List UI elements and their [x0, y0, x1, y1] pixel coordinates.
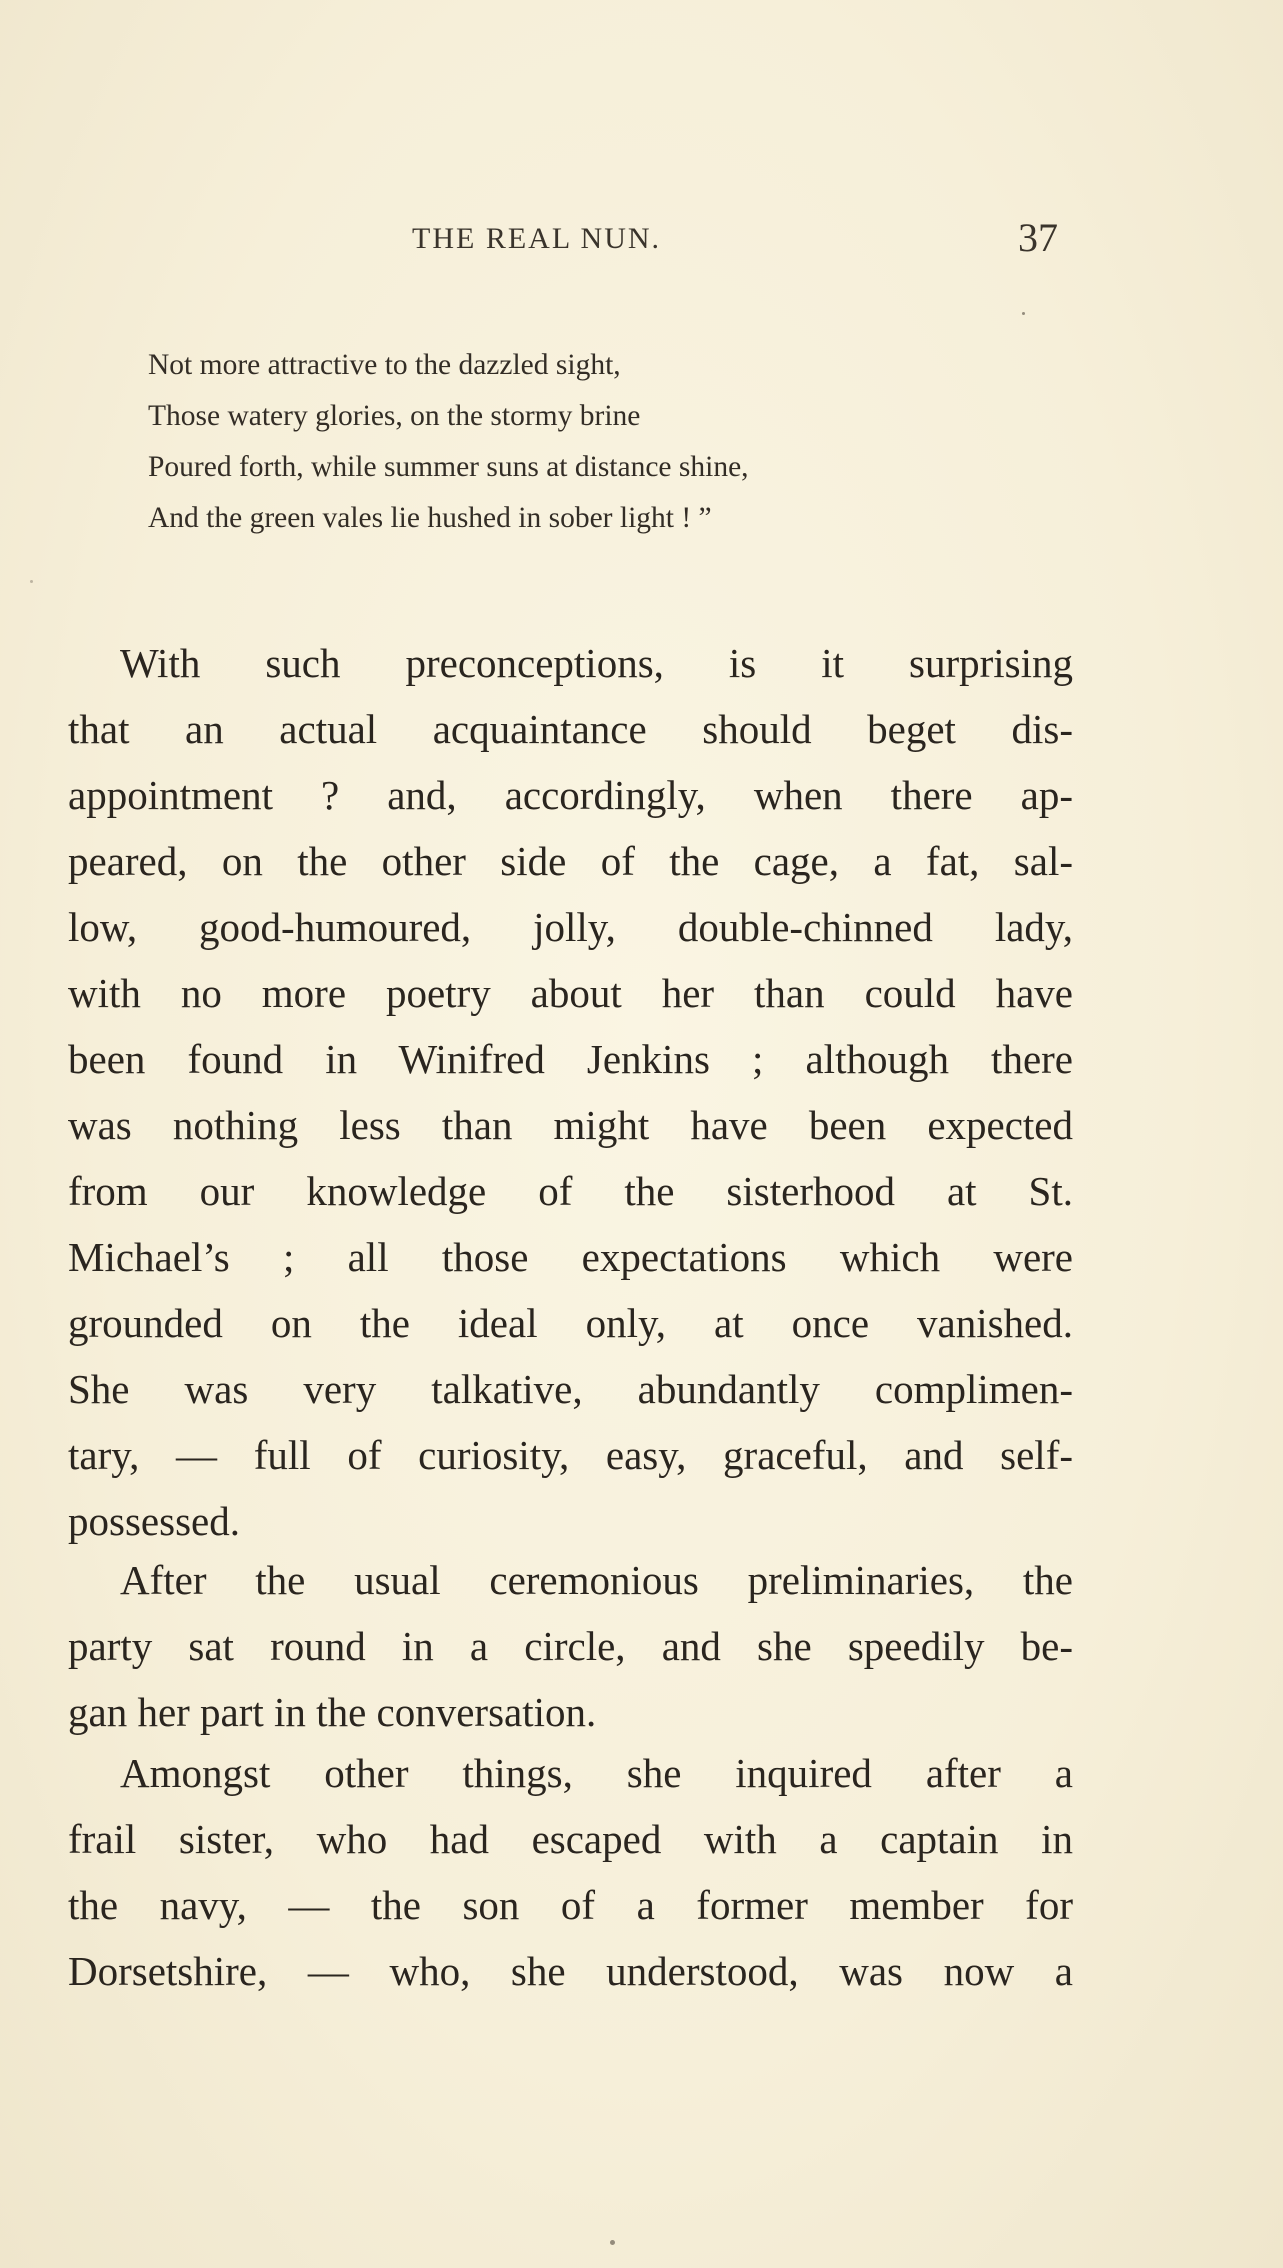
paper-speck	[1022, 312, 1025, 315]
text-line: that an actual acquaintance should beget dis-	[68, 706, 1073, 752]
text-line: Michael’s ; all those expectations which were	[68, 1234, 1073, 1280]
verse-line: Poured forth, while summer suns at distance shine,	[148, 451, 749, 483]
text-line: with no more poetry about her than could have	[68, 970, 1073, 1016]
text-line: the navy, — the son of a former member for	[68, 1882, 1073, 1928]
page-number: 37	[1018, 215, 1058, 260]
text-line: possessed.	[68, 1498, 240, 1544]
text-line: tary, — full of curiosity, easy, graceful, and self-	[68, 1432, 1073, 1478]
paragraph	[68, 1740, 1073, 2004]
verse-line: Not more attractive to the dazzled sight,	[148, 349, 621, 381]
paper-speck	[30, 580, 33, 583]
text-line: grounded on the ideal only, at once vanished.	[68, 1300, 1073, 1346]
paper-speck	[610, 2240, 615, 2245]
text-line: been found in Winifred Jenkins ; although there	[68, 1036, 1073, 1082]
text-line: gan her part in the conversation.	[68, 1689, 597, 1735]
text-line: appointment ? and, accordingly, when there ap-	[68, 772, 1073, 818]
text-line: was nothing less than might have been expected	[68, 1102, 1073, 1148]
verse-quotation	[148, 340, 1048, 544]
paragraph	[68, 1547, 1073, 1745]
text-line: from our knowledge of the sisterhood at St.	[68, 1168, 1073, 1214]
text-line: frail sister, who had escaped with a captain in	[68, 1816, 1073, 1862]
text-line: She was very talkative, abundantly complimen-	[68, 1366, 1073, 1412]
text-line: party sat round in a circle, and she speedily be-	[68, 1623, 1073, 1669]
running-title: THE REAL NUN.	[412, 222, 662, 255]
text-line: After the usual ceremonious preliminaries, the	[120, 1557, 1073, 1603]
text-line: peared, on the other side of the cage, a fat, sal-	[68, 838, 1073, 884]
text-line: Amongst other things, she inquired after a	[120, 1750, 1073, 1796]
text-line: low, good-humoured, jolly, double-chinned lady,	[68, 904, 1073, 950]
text-line: With such preconceptions, is it surprising	[120, 640, 1073, 686]
verse-line: And the green vales lie hushed in sober light ! ”	[148, 502, 712, 534]
paragraph	[68, 630, 1073, 1554]
verse-line: Those watery glories, on the stormy brine	[148, 400, 641, 432]
text-line: Dorsetshire, — who, she understood, was now a	[68, 1948, 1073, 1994]
